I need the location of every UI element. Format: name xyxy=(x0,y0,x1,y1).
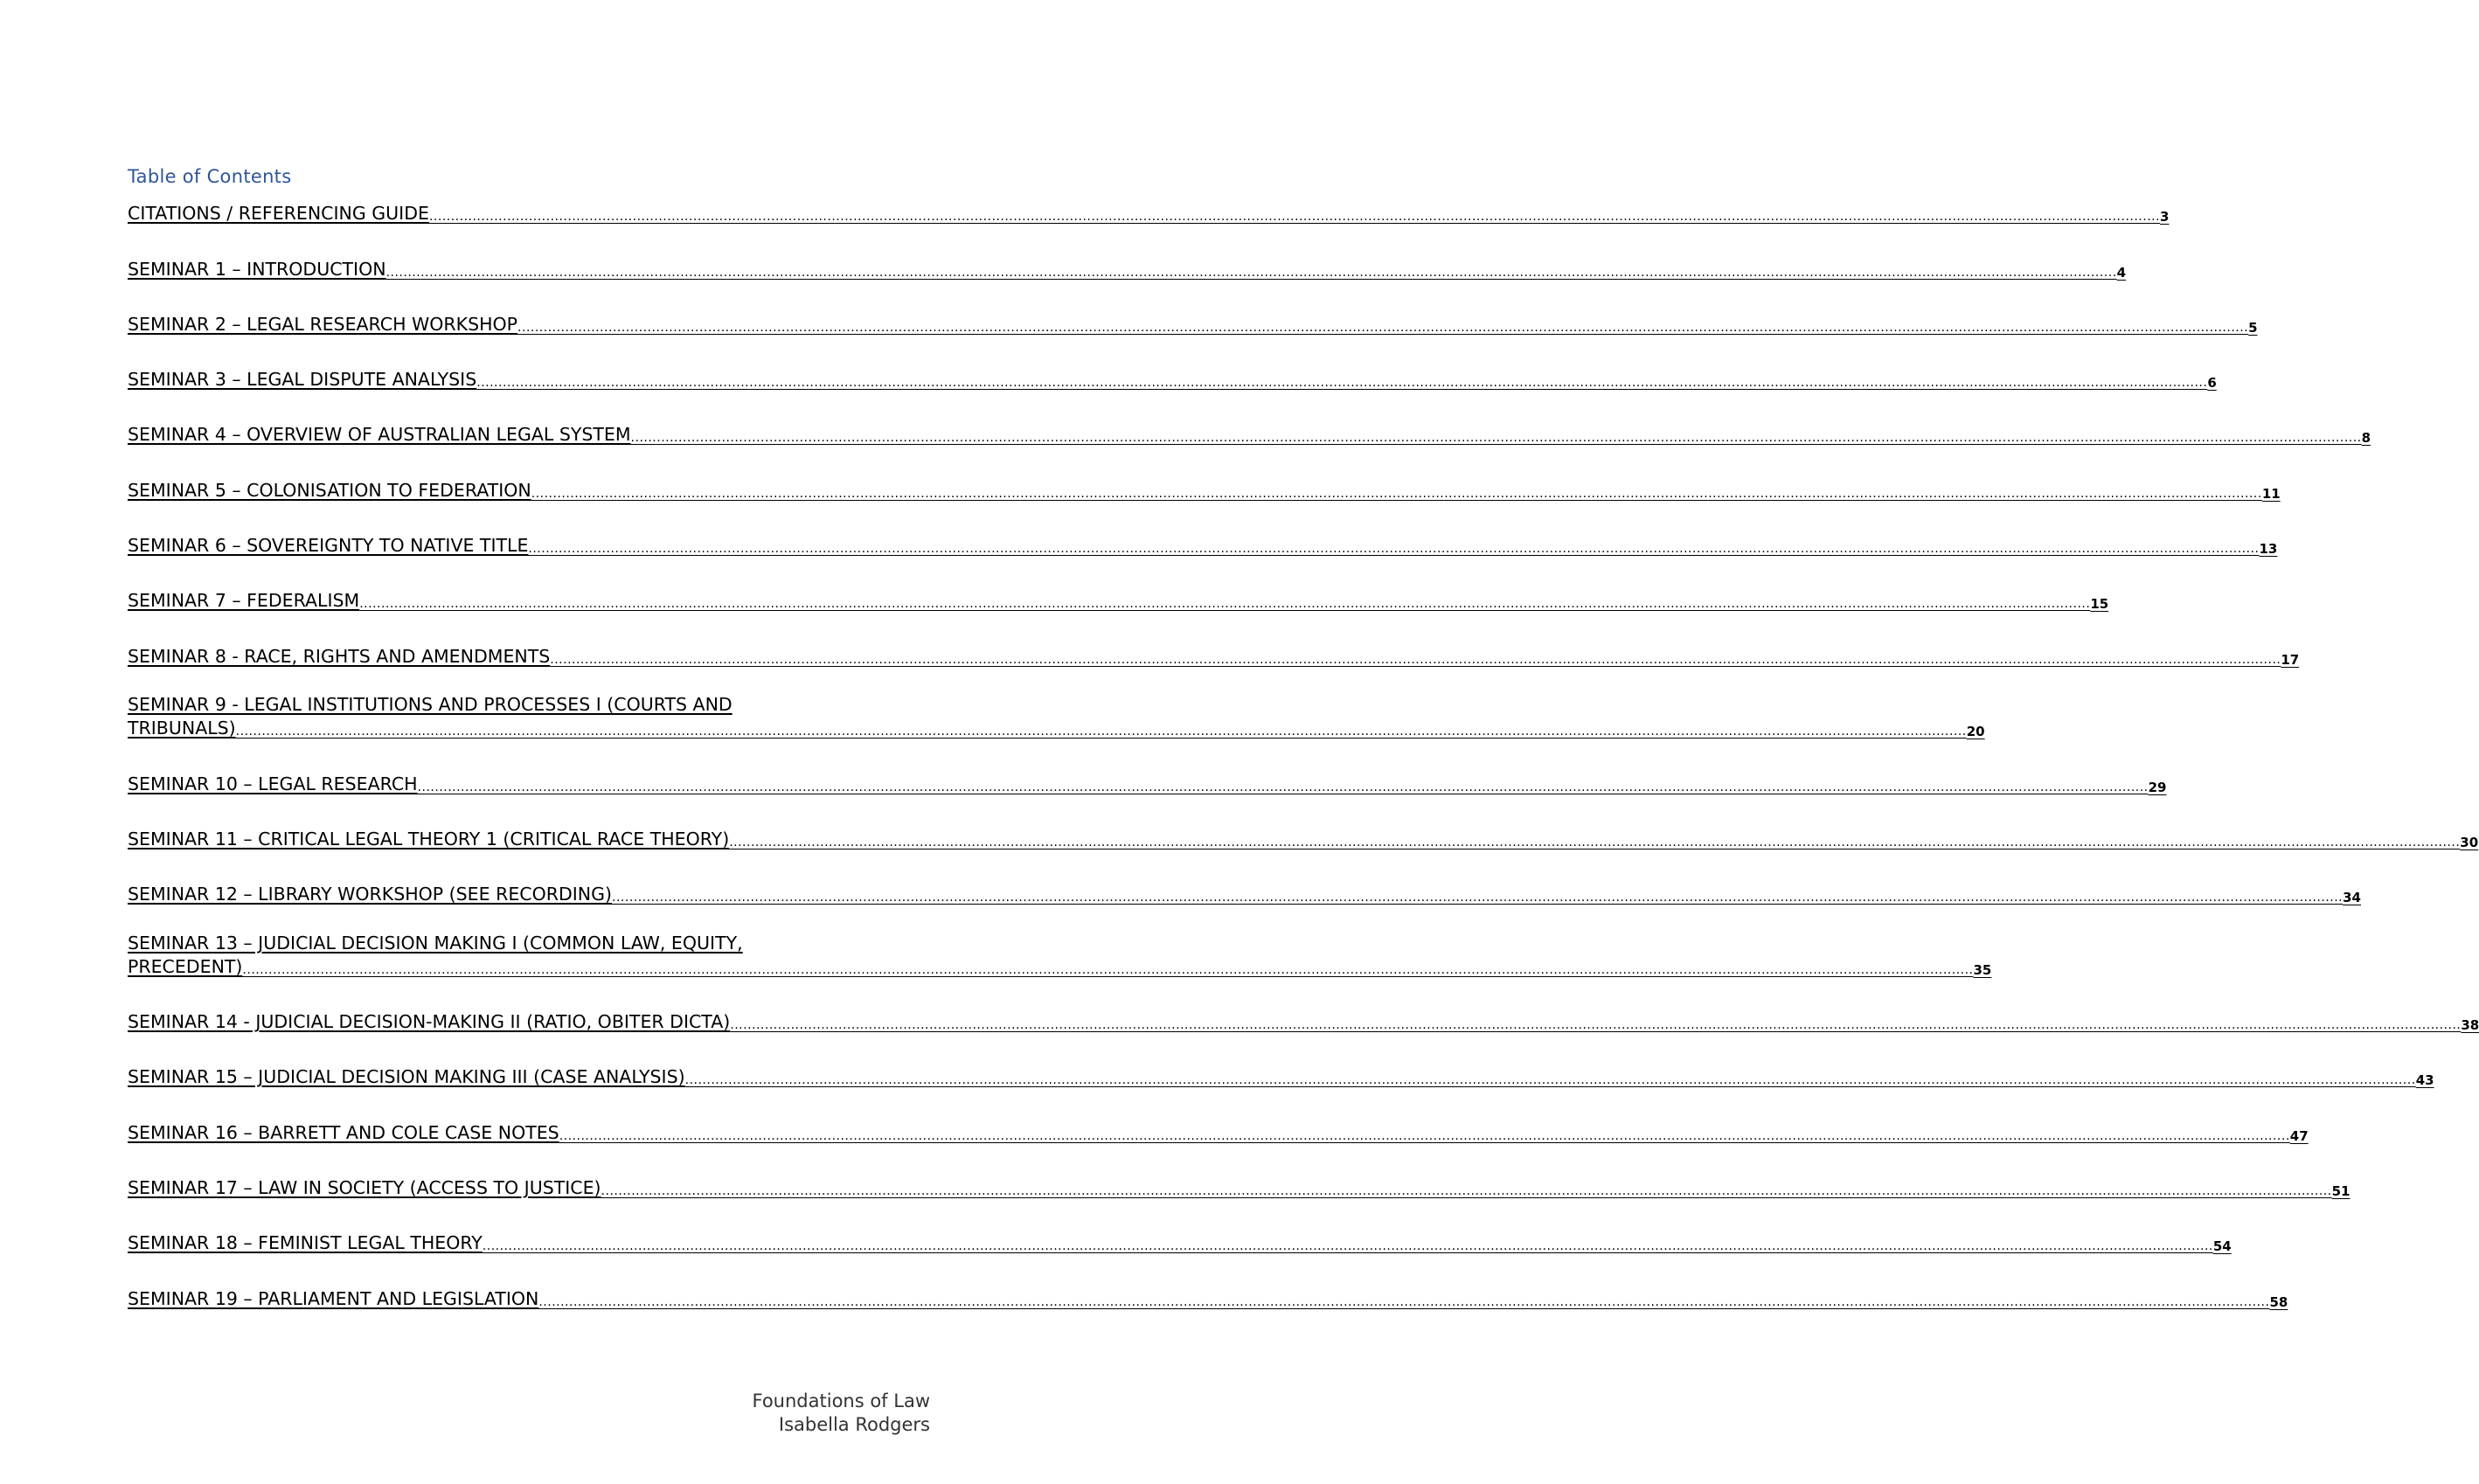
toc-page-number: 6 xyxy=(2207,375,2217,391)
toc-page-number: 4 xyxy=(2116,265,2127,281)
toc-entry-title: SEMINAR 5 – COLONISATION TO FEDERATION xyxy=(128,480,531,501)
toc-dot-leader: ................................................................................................................................................................................................................................................................................................................................................................................................................ xyxy=(729,836,2461,849)
toc-entry-title: SEMINAR 14 - JUDICIAL DECISION-MAKING II (RATIO, OBITER DICTA) xyxy=(128,1011,731,1032)
toc-entry[interactable] xyxy=(128,258,2127,281)
toc-page-number: 15 xyxy=(2090,596,2109,612)
toc-entry[interactable] xyxy=(128,1231,2232,1255)
toc-entry-title: SEMINAR 6 – SOVEREIGNTY TO NATIVE TITLE xyxy=(128,535,529,556)
page-footer xyxy=(753,1390,931,1437)
toc-entry[interactable] xyxy=(128,828,2479,851)
toc-page-number: 58 xyxy=(2269,1294,2288,1310)
toc-page-number: 51 xyxy=(2331,1183,2351,1199)
toc-entry[interactable] xyxy=(128,1065,2434,1089)
toc-dot-leader: ................................................................................................................................................................................................................................................................................................................................................................................................................ xyxy=(359,597,2091,611)
toc-entry[interactable] xyxy=(128,645,2300,669)
toc-entry-title: SEMINAR 16 – BARRETT AND COLE CASE NOTES xyxy=(128,1122,559,1143)
toc-dot-leader: ................................................................................................................................................................................................................................................................................................................................................................................................................ xyxy=(559,1129,2290,1143)
toc-dot-leader: ................................................................................................................................................................................................................................................................................................................................................................................................................ xyxy=(476,376,2208,390)
toc-dot-leader: ................................................................................................................................................................................................................................................................................................................................................................................................................ xyxy=(417,780,2149,794)
toc-entry-title-line1: SEMINAR 13 – JUDICIAL DECISION MAKING I (COMMON LAW, EQUITY, xyxy=(128,933,743,954)
toc-page-number: 8 xyxy=(2361,430,2371,446)
toc-dot-leader: ................................................................................................................................................................................................................................................................................................................................................................................................................ xyxy=(531,487,2262,501)
toc-entry[interactable] xyxy=(128,423,2371,447)
toc-entry[interactable] xyxy=(128,932,1992,979)
toc-entry-title: SEMINAR 18 – FEMINIST LEGAL THEORY xyxy=(128,1232,483,1253)
toc-dot-leader: ................................................................................................................................................................................................................................................................................................................................................................................................................ xyxy=(684,1073,2416,1087)
toc-entry-title: PRECEDENT) xyxy=(128,956,243,977)
toc-page-number: 11 xyxy=(2261,486,2281,502)
toc-dot-leader: ................................................................................................................................................................................................................................................................................................................................................................................................................ xyxy=(385,266,2117,280)
toc-entry-title: SEMINAR 8 - RACE, RIGHTS AND AMENDMENTS xyxy=(128,646,551,667)
toc-page-number: 54 xyxy=(2212,1238,2232,1254)
toc-dot-leader: ................................................................................................................................................................................................................................................................................................................................................................................................................ xyxy=(601,1184,2332,1198)
toc-dot-leader: ................................................................................................................................................................................................................................................................................................................................................................................................................ xyxy=(242,963,1974,977)
toc-page-number: 13 xyxy=(2259,541,2278,557)
toc-entry[interactable] xyxy=(128,1176,2351,1200)
toc-entry[interactable] xyxy=(128,1287,2288,1311)
toc-page-number: 47 xyxy=(2289,1128,2309,1144)
toc-page-number: 38 xyxy=(2461,1017,2479,1033)
toc-dot-leader: ................................................................................................................................................................................................................................................................................................................................................................................................................ xyxy=(612,891,2344,905)
toc-entry-title: TRIBUNALS) xyxy=(128,718,236,739)
toc-dot-leader: ................................................................................................................................................................................................................................................................................................................................................................................................................ xyxy=(517,321,2249,335)
toc-page-number: 5 xyxy=(2248,320,2258,336)
toc-page-number: 43 xyxy=(2415,1072,2434,1088)
toc-dot-leader: ................................................................................................................................................................................................................................................................................................................................................................................................................ xyxy=(630,431,2362,445)
toc-entry[interactable] xyxy=(128,313,2258,336)
toc-page-number: 17 xyxy=(2281,652,2300,668)
toc-heading: Table of Contents xyxy=(128,166,292,187)
toc-dot-leader: ................................................................................................................................................................................................................................................................................................................................................................................................................ xyxy=(428,210,2161,224)
toc-entry-title: SEMINAR 2 – LEGAL RESEARCH WORKSHOP xyxy=(128,314,518,335)
toc-page-number: 29 xyxy=(2148,780,2167,795)
toc-dot-leader: ................................................................................................................................................................................................................................................................................................................................................................................................................ xyxy=(550,653,2281,667)
toc-entry-title: SEMINAR 17 – LAW IN SOCIETY (ACCESS TO JUSTICE) xyxy=(128,1177,601,1198)
footer-course-title: Foundations of Law xyxy=(752,1390,930,1411)
toc-entry[interactable] xyxy=(128,368,2217,392)
toc-entry[interactable] xyxy=(128,479,2281,503)
toc-page-number: 35 xyxy=(1973,962,1992,978)
toc-entry[interactable] xyxy=(128,773,2167,796)
toc-entry[interactable] xyxy=(128,534,2278,558)
toc-dot-leader: ................................................................................................................................................................................................................................................................................................................................................................................................................ xyxy=(538,1295,2270,1309)
toc-entry-title: SEMINAR 4 – OVERVIEW OF AUSTRALIAN LEGAL SYSTEM xyxy=(128,424,631,445)
toc-entry-title: SEMINAR 12 – LIBRARY WORKSHOP (SEE RECORDING) xyxy=(128,884,613,905)
toc-page-number: 34 xyxy=(2343,890,2361,905)
toc-dot-leader: ................................................................................................................................................................................................................................................................................................................................................................................................................ xyxy=(730,1018,2462,1032)
toc-page-number: 30 xyxy=(2460,835,2479,850)
toc-page-number: 20 xyxy=(1966,724,1985,739)
toc-entry[interactable] xyxy=(128,589,2109,613)
toc-entry[interactable] xyxy=(128,202,2170,225)
toc-entry-title: SEMINAR 1 – INTRODUCTION xyxy=(128,259,386,280)
toc-entry-title: SEMINAR 7 – FEDERALISM xyxy=(128,590,360,611)
toc-entry-title: SEMINAR 3 – LEGAL DISPUTE ANALYSIS xyxy=(128,369,477,390)
toc-entry[interactable] xyxy=(128,1010,2479,1034)
toc-entry-title: SEMINAR 10 – LEGAL RESEARCH xyxy=(128,773,418,794)
toc-entry-title: SEMINAR 19 – PARLIAMENT AND LEGISLATION xyxy=(128,1288,539,1309)
toc-page-number: 3 xyxy=(2160,209,2170,225)
toc-dot-leader: ................................................................................................................................................................................................................................................................................................................................................................................................................ xyxy=(235,725,1967,739)
toc-entry-title: CITATIONS / REFERENCING GUIDE xyxy=(128,203,429,224)
toc-entry[interactable] xyxy=(128,883,2361,906)
toc-entry[interactable] xyxy=(128,1121,2309,1145)
toc-entry-title: SEMINAR 11 – CRITICAL LEGAL THEORY 1 (CRITICAL RACE THEORY) xyxy=(128,829,730,849)
toc-entry-title: SEMINAR 15 – JUDICIAL DECISION MAKING III (CASE ANALYSIS) xyxy=(128,1066,685,1087)
footer-author: Isabella Rodgers xyxy=(778,1414,930,1435)
toc-dot-leader: ................................................................................................................................................................................................................................................................................................................................................................................................................ xyxy=(482,1239,2213,1253)
toc-dot-leader: ................................................................................................................................................................................................................................................................................................................................................................................................................ xyxy=(528,542,2260,556)
toc-entry[interactable] xyxy=(128,693,1985,740)
toc-entry-title-line1: SEMINAR 9 - LEGAL INSTITUTIONS AND PROCESSES I (COURTS AND xyxy=(128,694,733,715)
